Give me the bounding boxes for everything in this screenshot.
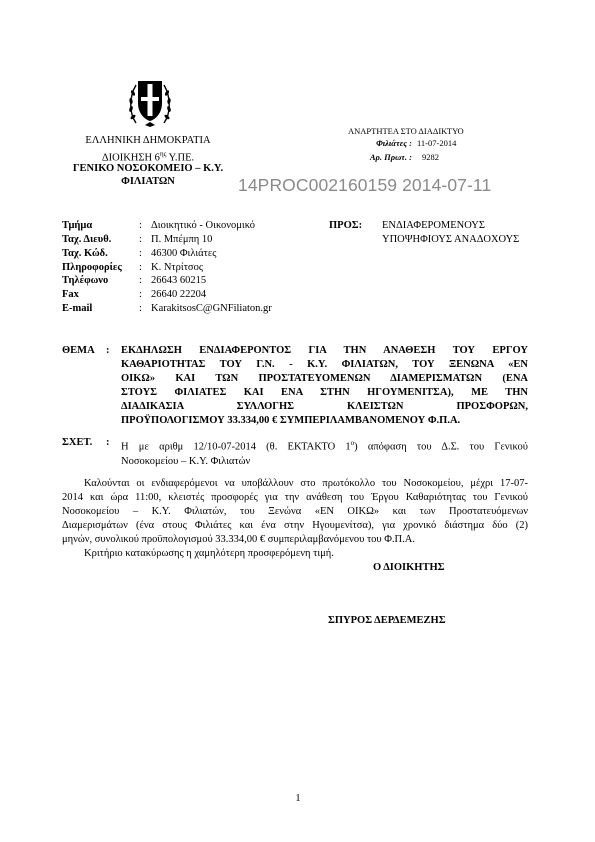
contact-value: 46300 Φιλιάτες bbox=[151, 248, 217, 259]
recipient-line2: ΥΠΟΨΗΦΙΟΥΣ ΑΝΑΔΟΧΟΥΣ bbox=[382, 234, 520, 245]
posting-date-label: Φιλιάτες : bbox=[376, 138, 412, 148]
contact-value: Π. Μπέμπη 10 bbox=[151, 234, 213, 245]
reference-text bbox=[121, 436, 528, 469]
subject-colon: : bbox=[106, 345, 110, 356]
reference-line: Η με αριθμ 12/10-07-2014 (θ. ΕΚΤΑΚΤΟ $1^o$) απόφαση του Δ.Σ. του Γενικού bbox=[121, 439, 528, 453]
contact-value: Διοικητικό - Οικονομικό bbox=[151, 220, 256, 231]
subject-line: ΣΤΟΥΣ ΦΙΛΙΑΤΕΣ ΚΑΙ ΕΝΑ ΣΤΗΝ ΗΓΟΥΜΕΝΙΤΣΑ), ΜΕ ΤΗΝ bbox=[121, 387, 528, 398]
award-criterion: Κριτήριο κατακύρωσης η χαμηλότερη προσφερόμενη τιμή. bbox=[84, 548, 334, 559]
subject-line: ΠΡΟΫΠΟΛΟΓΙΣΜΟΥ 33.334,00 € ΣΥΜΠΕΡΙΛΑΜΒΑΝΟΜΕΝΟΥ Φ.Π.Α. bbox=[121, 415, 461, 426]
email-link[interactable]: KarakitsosC@GNFiliaton.gr bbox=[151, 303, 272, 314]
reference-label: ΣΧΕΤ. bbox=[62, 437, 93, 448]
contact-label: Fax bbox=[62, 289, 79, 300]
contact-colon: : bbox=[139, 275, 142, 286]
reference-colon: : bbox=[106, 437, 110, 448]
contact-label: Ταχ. Κώδ. bbox=[62, 248, 108, 259]
contact-label: Πληροφορίες bbox=[62, 262, 122, 273]
subject-line: ΚΑΘΑΡΙΟΤΗΤΑΣ ΤΟΥ Γ.Ν. - Κ.Υ. ΦΙΛΙΑΤΩΝ, ΤΟΥ ΞΕΝΩΝΑ «ΕΝ bbox=[121, 359, 528, 370]
posting-protocol-value: 9282 bbox=[422, 152, 439, 162]
contact-label: Ταχ. Διευθ. bbox=[62, 234, 112, 245]
contact-label: Τμήμα bbox=[62, 220, 93, 231]
body-line: μηνών, συνολικού προϋπολογισμού 33.334,00 € συμπεριλαμβανόμενου του Φ.Π.Α. bbox=[62, 534, 415, 545]
signature-name: ΣΠΥΡΟΣ ΔΕΡΔΕΜΕΖΗΣ bbox=[328, 615, 446, 626]
posting-date-value: 11-07-2014 bbox=[417, 138, 457, 148]
recipient-line1: ΕΝΔΙΑΦΕΡΟΜΕΝΟΥΣ bbox=[382, 220, 485, 231]
issuer-hospital-town: ΦΙΛΙΑΤΩΝ bbox=[121, 176, 175, 187]
contact-colon: : bbox=[139, 248, 142, 259]
contact-colon: : bbox=[139, 262, 142, 273]
contact-label: Τηλέφωνο bbox=[62, 275, 109, 286]
posting-protocol-label: Αρ. Πρωτ. : bbox=[369, 152, 412, 162]
ada-code: 14PROC002160159 2014-07-11 bbox=[238, 175, 492, 195]
body-line: Καλούνται οι ενδιαφερόμενοι να υποβάλλουν στο πρωτόκολλο του Νοσοκομείου, μέχρι 17-07- bbox=[84, 478, 528, 489]
subject-line: ΕΚΔΗΛΩΣΗ ΕΝΔΙΑΦΕΡΟΝΤΟΣ ΓΙΑ ΤΗΝ ΑΝΑΘΕΣΗ ΤΟΥ ΕΡΓΟΥ bbox=[121, 345, 528, 356]
subject-text bbox=[121, 344, 528, 428]
body-text bbox=[62, 477, 528, 561]
contact-colon: : bbox=[139, 234, 142, 245]
contact-value: 26643 60215 bbox=[151, 275, 207, 286]
issuer-country: ΕΛΛΗΝΙΚΗ ΔΗΜΟΚΡΑΤΙΑ bbox=[85, 135, 211, 146]
subject-line: ΔΙΑΔΙΚΑΣΙΑ ΣΥΛΛΟΓΗΣ ΚΛΕΙΣΤΩΝ ΠΡΟΣΦΟΡΩΝ, bbox=[121, 401, 528, 412]
signature-title: Ο ΔΙΟΙΚΗΤΗΣ bbox=[373, 562, 445, 573]
subject-label: ΘΕΜΑ bbox=[62, 345, 95, 356]
subject-line: ΟΙΚΩ» ΚΑΙ ΤΩΝ ΠΡΟΣΤΑΤΕΥΟΜΕΝΩΝ ΔΙΑΜΕΡΙΣΜΑΤΩΝ (ΕΝΑ bbox=[121, 373, 528, 384]
contact-label: E-mail bbox=[62, 303, 93, 314]
reference-line: Νοσοκομείου – Κ.Υ. Φιλιατών bbox=[121, 455, 251, 467]
posting-title: ΑΝΑΡΤΗΤΕΑ ΣΤΟ ΔΙΑΔΙΚΤΥΟ bbox=[348, 126, 464, 136]
body-line: 2014 και ώρα 11:00, κλειστές προσφορές για την ανάθεση του Έργου Καθαριότητας του Γενικού bbox=[62, 492, 528, 503]
greek-emblem-icon bbox=[127, 73, 173, 129]
body-line: Νοσοκομείου – Κ.Υ. Φιλιατών, του Ξενώνα «ΕΝ ΟΙΚΩ» και των Προστατευόμενων bbox=[62, 506, 528, 517]
body-line: Διαμερισμάτων (ένα στους Φιλιάτες και ένα στην Ηγουμενίτσα), για χρονικό διάστημα δύο (2) bbox=[62, 520, 528, 531]
contact-colon: : bbox=[139, 220, 142, 231]
contact-colon: : bbox=[139, 289, 142, 300]
contact-value: 26640 22204 bbox=[151, 289, 207, 300]
contact-colon: : bbox=[139, 303, 142, 314]
page-number: 1 bbox=[295, 793, 301, 804]
contact-value: Κ. Ντρίτσος bbox=[151, 262, 203, 273]
issuer-hospital: ΓΕΝΙΚΟ ΝΟΣΟΚΟΜΕΙΟ – Κ.Υ. bbox=[72, 163, 224, 174]
recipient-label: ΠΡΟΣ: bbox=[329, 220, 363, 231]
issuer-authority: ΔΙΟΙΚΗΣΗ $6^{\eta\varsigma}$ Υ.ΠΕ. bbox=[101, 150, 195, 164]
